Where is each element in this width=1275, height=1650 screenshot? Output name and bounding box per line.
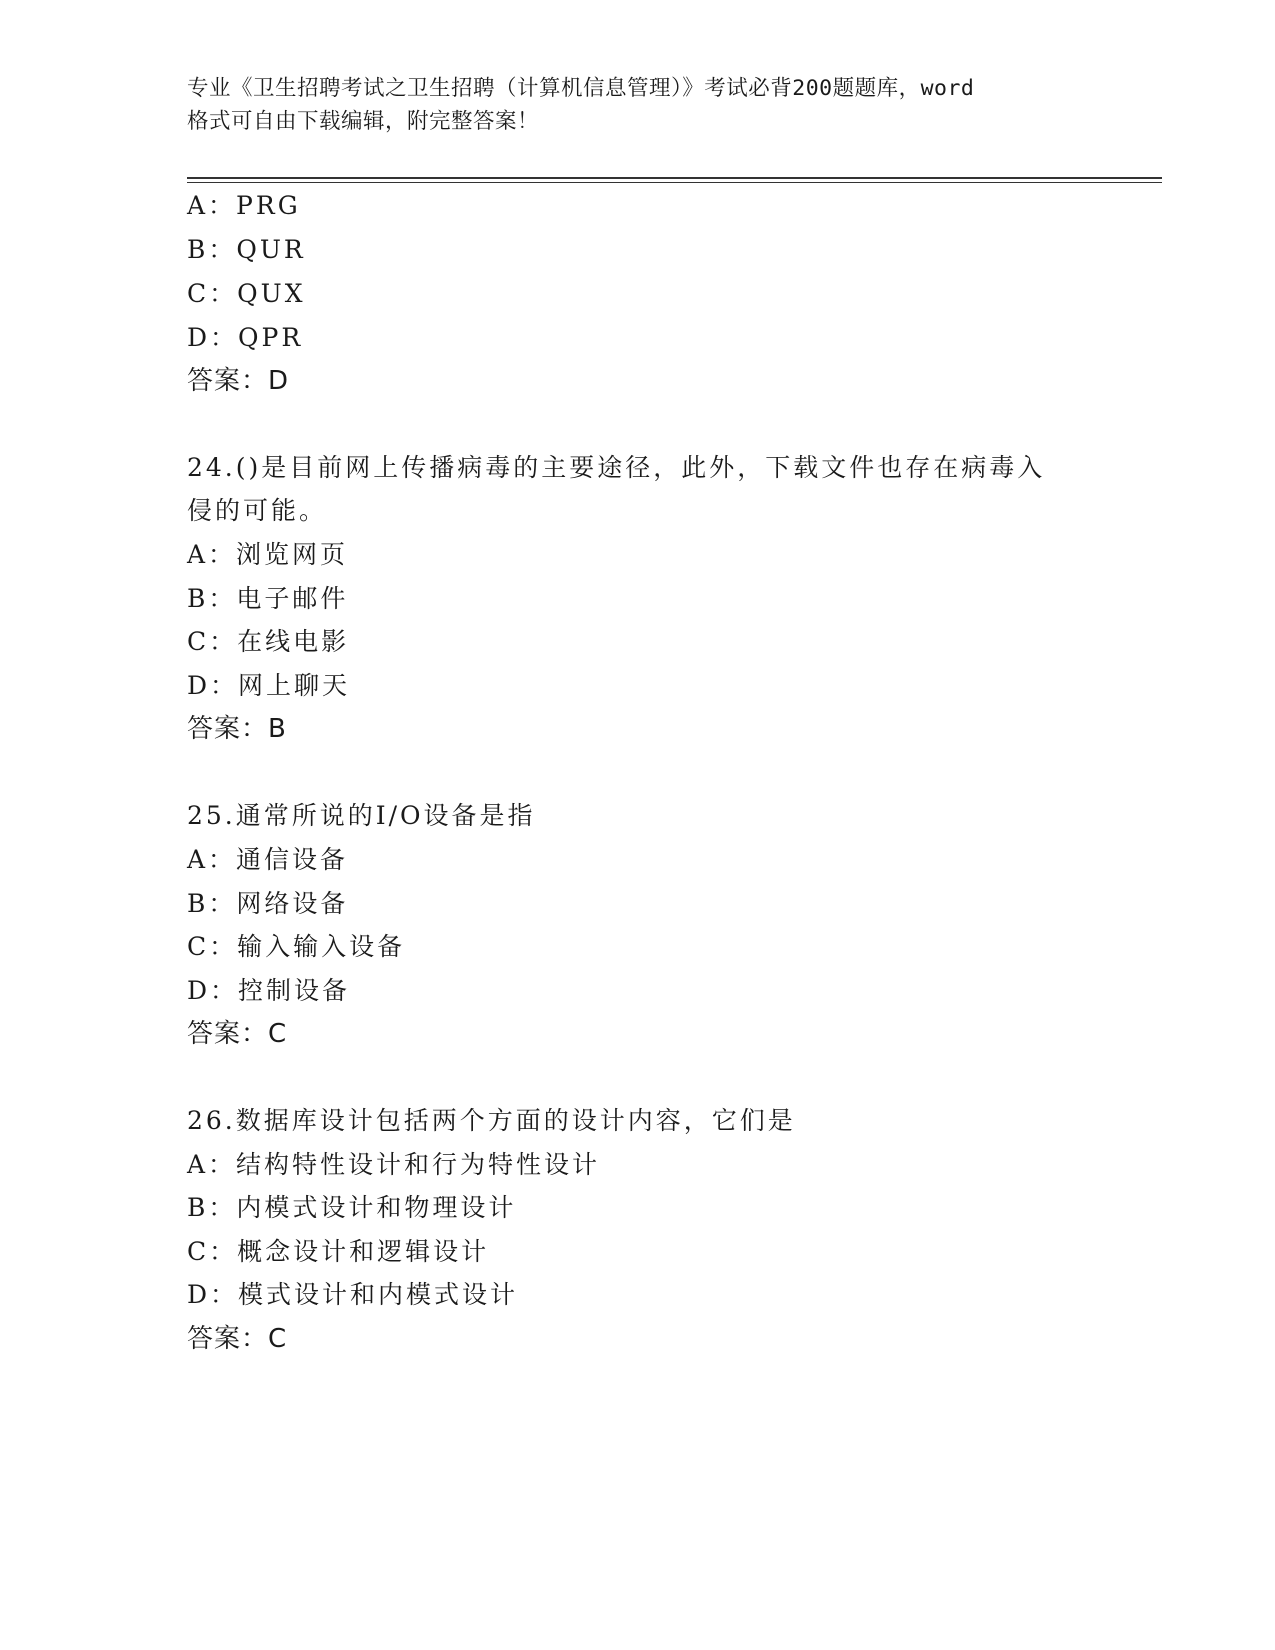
q23-option-a: A：PRG	[187, 191, 301, 220]
document-header	[187, 72, 1087, 138]
q25-answer: 答案：C	[187, 1019, 288, 1049]
q24-option-d: D：网上聊天	[187, 671, 351, 700]
q26-stem: 26.数据库设计包括两个方面的设计内容，它们是	[187, 1106, 796, 1135]
q25-stem: 25.通常所说的I/O设备是指	[187, 801, 536, 830]
header-line-2: 格式可自由下载编辑，附完整答案！	[187, 109, 540, 134]
q24-option-a: A：浏览网页	[187, 540, 349, 569]
header-divider-thin	[187, 182, 1162, 183]
q25-option-d: D：控制设备	[187, 976, 351, 1005]
q23-option-d: D：QPR	[187, 323, 304, 352]
q25-option-b: B：网络设备	[187, 889, 349, 918]
q24-stem-line-1: 24.()是目前网上传播病毒的主要途径，此外，下载文件也存在病毒入	[187, 453, 1046, 482]
q26-answer: 答案：C	[187, 1324, 288, 1354]
q24-option-b: B：电子邮件	[187, 584, 349, 613]
q24-stem-line-2: 侵的可能。	[187, 496, 328, 525]
q24-option-c: C：在线电影	[187, 627, 350, 656]
header-line-1: 专业《卫生招聘考试之卫生招聘（计算机信息管理）》考试必背200题题库，word	[187, 76, 975, 101]
q23-option-c: C：QUX	[187, 279, 306, 308]
q25-option-c: C：输入输入设备	[187, 932, 406, 961]
q25-option-a: A：通信设备	[187, 845, 349, 874]
q26-option-d: D：模式设计和内模式设计	[187, 1280, 519, 1309]
q26-option-a: A：结构特性设计和行为特性设计	[187, 1150, 601, 1179]
q23-option-b: B：QUR	[187, 235, 306, 264]
q26-option-c: C：概念设计和逻辑设计	[187, 1237, 490, 1266]
q24-answer: 答案：B	[187, 714, 287, 744]
header-divider-thick	[187, 177, 1162, 179]
q23-answer: 答案：D	[187, 366, 290, 396]
q26-option-b: B：内模式设计和物理设计	[187, 1193, 517, 1222]
